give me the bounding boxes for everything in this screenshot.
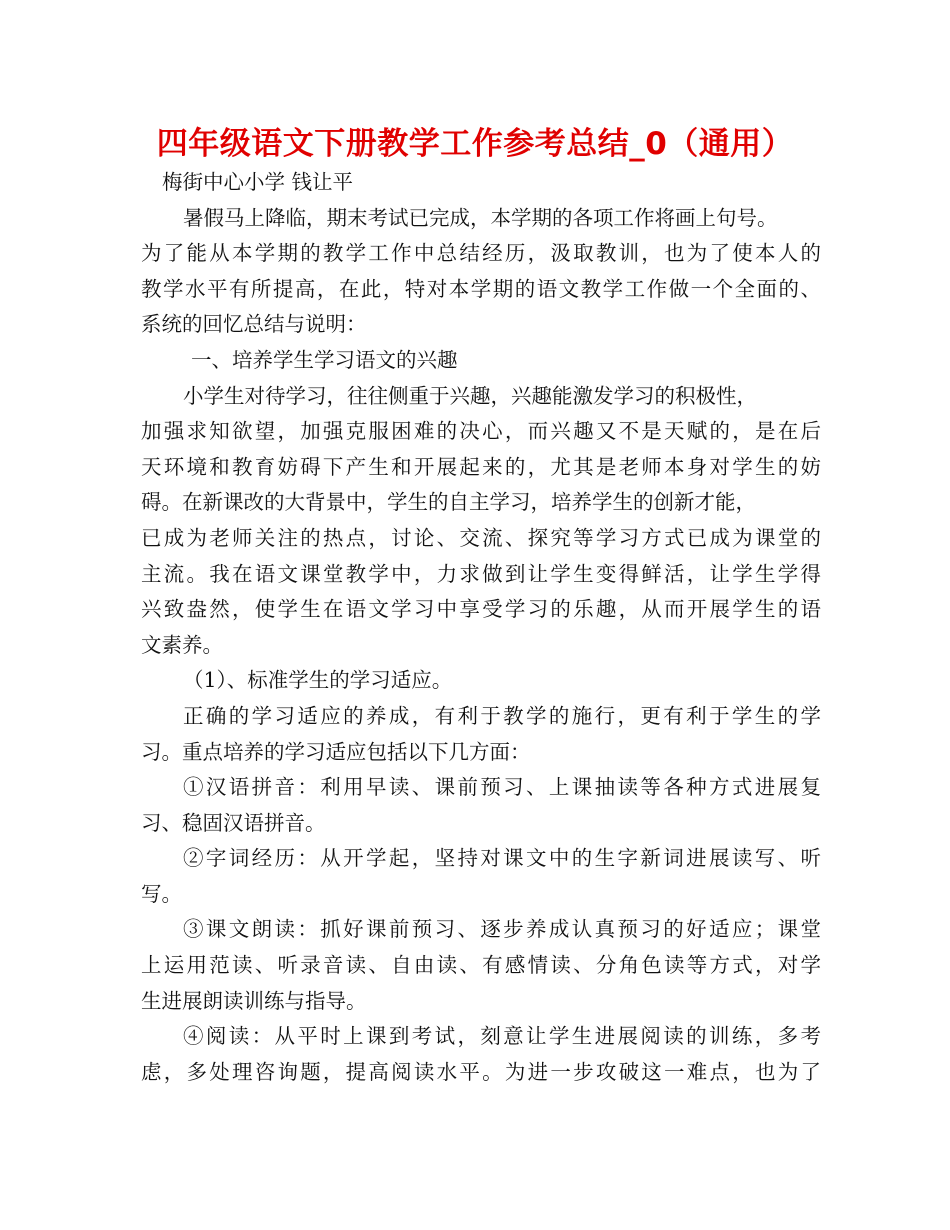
paragraph-line: 暑假马上降临，期末考试已完成，本学期的各项工作将画上句号。 [183, 205, 778, 230]
paragraph-line: 写。 [141, 881, 182, 906]
author-line: 梅街中心小学 钱让平 [162, 170, 354, 194]
paragraph-line: 虑，多处理咨询题，提高阅读水平。为进一步攻破这一难点，也为了 [141, 1059, 821, 1084]
paragraph-line: ④阅读：从平时上课到考试，刻意让学生进展阅读的训练，多考 [183, 1024, 821, 1049]
paragraph-line: 文素养。 [141, 632, 223, 657]
section-heading: 一、培养学生学习语文的兴趣 [191, 347, 458, 372]
paragraph-line: 为了能从本学期的教学工作中总结经历，汲取教训，也为了使本人的 [141, 241, 821, 266]
paragraph-line: ②字词经历：从开学起，坚持对课文中的生字新词进展读写、听 [183, 846, 821, 871]
paragraph-line: ①汉语拼音：利用早读、课前预习、上课抽读等各种方式进展复 [183, 775, 821, 800]
paragraph-line: 主流。我在语文课堂教学中，力求做到让学生变得鲜活，让学生学得 [141, 561, 821, 586]
paragraph-line: 兴致盎然，使学生在语文学习中享受学习的乐趣，从而开展学生的语 [141, 597, 821, 622]
paragraph-line: 已成为老师关注的热点，讨论、交流、探究等学习方式已成为课堂的 [141, 525, 821, 550]
paragraph-line: （1）、标准学生的学习适应。 [183, 668, 453, 693]
paragraph-line: 习、稳固汉语拼音。 [141, 810, 326, 835]
paragraph-line: 碍。在新课改的大背景中，学生的自主学习，培养学生的创新才能， [141, 490, 756, 515]
document-title: 四年级语文下册教学工作参考总结_0（通用） [156, 126, 794, 162]
paragraph-line: 习。重点培养的学习适应包括以下几方面： [141, 739, 531, 764]
paragraph-line: 教学水平有所提高，在此，特对本学期的语文教学工作做一个全面的、 [141, 276, 821, 301]
paragraph-line: 加强求知欲望，加强克服困难的决心，而兴趣又不是天赋的，是在后 [141, 419, 821, 444]
paragraph-line: ③课文朗读：抓好课前预习、逐步养成认真预习的好适应；课堂 [183, 917, 821, 942]
paragraph-line: 生进展朗读训练与指导。 [141, 988, 367, 1013]
paragraph-line: 小学生对待学习，往往侧重于兴趣，兴趣能激发学习的积极性， [183, 383, 757, 408]
paragraph-line: 系统的回忆总结与说明： [141, 312, 367, 337]
paragraph-line: 上运用范读、听录音读、自由读、有感情读、分角色读等方式，对学 [141, 953, 821, 978]
paragraph-line: 正确的学习适应的养成，有利于教学的施行，更有利于学生的学 [183, 703, 821, 728]
document-body [141, 165, 821, 1090]
paragraph-line: 天环境和教育妨碍下产生和开展起来的，尤其是老师本身对学生的妨 [141, 454, 821, 479]
